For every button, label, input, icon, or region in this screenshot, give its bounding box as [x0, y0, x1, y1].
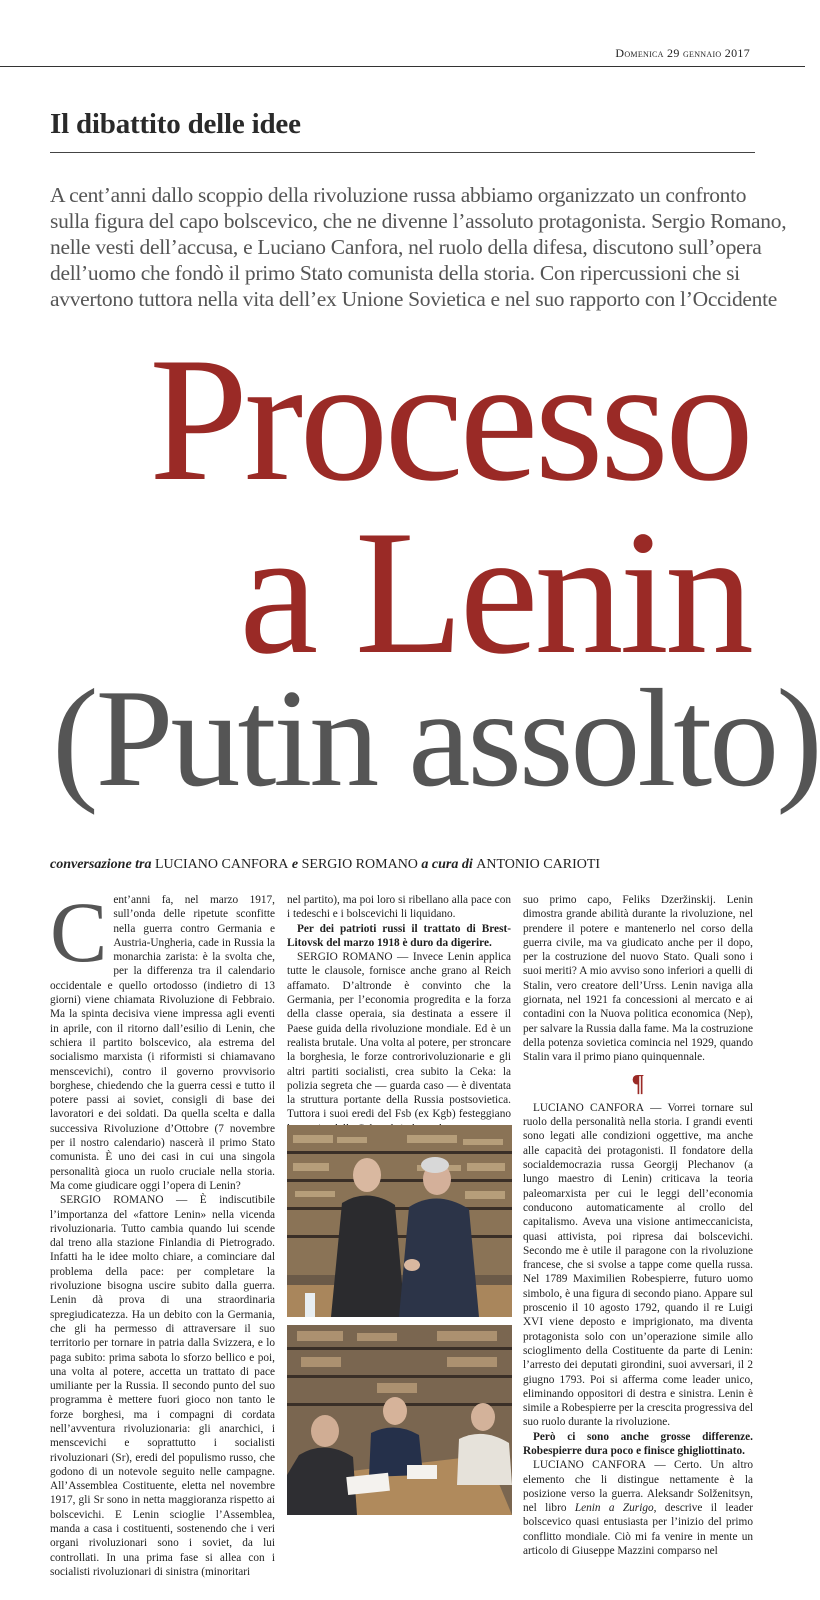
article-column-2	[287, 893, 511, 1136]
paragraph-text: — Vorrei tornare sul ruolo della personalità nella storia. I grandi eventi sono legati alle condizioni oggettive, ma anche alle capacità dei protagonisti. Il fondatore della socialdemocrazia russa Georgij Plechanov (a lungo maestro di Lenin) criticava la teoria paleomarxista per cui le leggi dell’economia conducono automaticamente al crollo del capitalismo. Aveva una visione antimeccanicista, quasi attivista, poi ripresa dai bolscevichi. Secondo me è utile il paragone con la rivoluzione francese, che si svolse a tappe come quella russa. Nel 1789 Maximilien Robespierre, futuro uomo simbolo, è una figura di secondo piano. Appare sul proscenio il 10 agosto 1792, quando il re Luigi XVI viene deposto e imprigionato, ma diventa protagonista solo con un’operazione simile allo scioglimento della Costituente da parte di Lenin: l’arresto dei deputati girondini, suoi avversari, il 2 giugno 1793. Poi si afferma come leader unico, eliminando oppositori di destra e sinistra. Lenin è simile a Robespierre per la crescita progressiva del suo ruolo durante la rivoluzione.	[523, 1101, 753, 1429]
top-rule	[0, 66, 805, 67]
standfirst-line: dell’uomo che fondò il primo Stato comunista della storia. Con ripercussioni che si	[50, 261, 740, 285]
article-paragraph	[50, 1193, 275, 1579]
article-paragraph	[50, 884, 275, 1193]
byline-curator: ANTONIO CARIOTI	[476, 857, 601, 872]
paragraph-text: , descrive il leader bolscevico quasi entusiasta per l’inizio del primo conflitto mondiale. Ciò mi fa venire in mente un articolo di Giuseppe Mazzini comparso nel	[523, 1502, 753, 1558]
section-rule	[50, 152, 755, 153]
article-paragraph	[523, 1101, 753, 1430]
section-ornament: ¶	[631, 1070, 645, 1097]
photo-discussion	[287, 1325, 512, 1515]
standfirst-line: nelle vesti dell’accusa, e Luciano Canfora, nel ruolo della difesa, discutono sull’opera	[50, 235, 762, 259]
byline-curator-lead: a cura di	[421, 857, 473, 872]
book-title: Lenin a Zurigo	[574, 1502, 654, 1515]
headline-line-1: Processo	[149, 320, 750, 518]
speaker-name: SERGIO ROMANO	[60, 1194, 164, 1207]
discussion-photo-illustration	[287, 1325, 512, 1515]
article-paragraph	[287, 950, 511, 1136]
standfirst-line: A cent’anni dallo scoppio della rivoluzione russa abbiamo organizzato un confronto	[50, 183, 747, 207]
interviewer-question: Però ci sono anche grosse differenze. Robespierre dura poco e finisce ghigliottinato.	[523, 1430, 753, 1457]
paragraph-text: — Invece Lenin applica tutte le clausole, fornisce anche grano al Reich affamato. D’altronde è convinto che la Germania, per l’economia progredita e la forza della classe operaia, sia destinata a essere il Paese guida della rivoluzione mondiale. Ed è un realista brutale. Una volta al potere, per stroncare la borghesia, le forze controrivoluzionarie e gli altri partiti socialisti, crea subito la Ceka: la polizia segreta che — guarda caso — è diventata la struttura portante della Russia postsovietica. Tuttora i suoi eredi del Fsb (ex Kgb) festeggiano	[287, 951, 511, 1121]
speaker-name: LUCIANO CANFORA	[533, 1101, 644, 1114]
paragraph-text: — È indiscutibile l’importanza del «fattore Lenin» nella vicenda rivoluzionaria. Tutto cambia quando lui scende dal treno alla stazione Finlandia di Pietrogrado. Infatti ha le idee molto chiare, a cominciare dal problema della pace: per completare la rivoluzione bisogna uscire subito dalla guerra. Lenin dà prova di una straordinaria spregiudicatezza. Ha un debito con la Germania, che gli ha permesso di attraversare il suo territorio per tornare in patria dalla Svizzera, e lo paga subito: prima sabota lo sforzo bellico e poi, una volta al potere, accetta un trattato di pace umiliante per la Russia. Il secondo punto del suo programma è mettere fuori gioco non tanto le forze borghesi, ma i compagni di cordata nell’avventura rivoluzionaria: gli anarchici, i menscevichi e soprattutto i socialisti rivoluzionari (Sr), eredi del populismo russo, che godono di un notevole seguito nelle campagne. All’Assemblea Costituente, eletta nel novembre 1917, gli Sr sono in netta maggioranza rispetto ai bolscevichi. E Lenin scioglie l’Assemblea, manda a casa i costituenti, sostenendo che i veri organi rivoluzionari sono i soviet, da lui controllati. In una prima fase si allea con i socialisti rivoluzionari di sinistra (minoritari	[50, 1194, 275, 1578]
article-paragraph: suo primo capo, Feliks Dzeržinskij. Lenin dimostra grande abilità durante la rivoluzione, nel prendere il potere e mantenerlo nel corso della guerra civile, ma va giudicato anche per il dopo, per la costruzione del nuovo Stato. Quali sono i suoi meriti? A mio avviso sono inferiori a quelli di Stalin, vero creatore dell’Urss. Lenin naviga alla giornata, nel 1921 fa concessioni al mercato e ai contadini con la Nuova politica economica (Nep), per salvare la Russia dalla fame. Ma la costruzione della potenza sovietica comincia nel 1929, quando Stalin vara il primo piano quinquennale.	[523, 894, 753, 1064]
photo-handshake	[287, 1125, 512, 1317]
interviewer-question: Per dei patrioti russi il trattato di Brest-Litovsk del marzo 1918 è duro da digerire.	[287, 922, 511, 949]
byline-author-1: LUCIANO CANFORA	[155, 857, 289, 872]
byline-author-2: SERGIO ROMANO	[301, 857, 418, 872]
paragraph-text: ent’anni fa, nel marzo 1917, sull’onda delle ripetute sconfitte nella guerra contro Germania e Austria-Ungheria, cade in Russia la monarchia zarista: è la svolta che, per la differenza tra il calendario occidentale e quello ortodosso (indietro di 13 giorni) viene chiamata Rivoluzione di Febbraio. Ma la spinta decisiva viene impressa agli eventi in aprile, con il ritorno dall’esilio di Lenin, che schiera il partito bolscevico, ala estrema del socialismo marxista (i riformisti si chiamavano menscevichi), contro il governo provvisorio borghese, chiedendo che la guerra cessi e tutto il potere passi ai soviet, consigli di base dei lavoratori e dei soldati. Da quella scelta e dalla successiva Rivoluzione d’Ottobre (7 novembre per il nostro calendario) nascerà il primo Stato comunista. È uno dei casi in cui una singola personalità gioca un ruolo cruciale nella storia. Ma come giudicare oggi l’opera di Lenin?	[50, 894, 275, 1192]
byline-lead: conversazione tra	[50, 857, 152, 872]
headline-line-3: (Putin assolto)	[52, 661, 820, 816]
speaker-name: LUCIANO CANFORA	[533, 1459, 647, 1472]
paragraph-text: — Certo. Un altro elemento che li distingue nettamente è la posizione verso la guerra. Aleksandr Solženitsyn, nel libro	[523, 1459, 753, 1515]
speaker-name: SERGIO ROMANO	[297, 951, 393, 964]
byline-joiner: e	[291, 857, 299, 872]
headline-line-2: a Lenin	[239, 493, 750, 691]
article-paragraph: nel partito), ma poi loro si ribellano alla pace con i tedeschi e i bolscevichi li liquidano.	[287, 894, 511, 921]
article-column-3	[523, 893, 753, 1558]
standfirst	[50, 182, 787, 312]
section-title: Il dibattito delle idee	[50, 108, 301, 140]
byline	[50, 857, 600, 873]
standfirst-line: sulla figura del capo bolscevico, che ne divenne l’assoluto protagonista. Sergio Romano,	[50, 209, 787, 233]
article-paragraph	[523, 1458, 753, 1558]
standfirst-line: avvertono tuttora nella vita dell’ex Unione Sovietica e nel suo rapporto con l’Occidente	[50, 287, 778, 311]
article-column-1	[50, 884, 275, 1578]
handshake-photo-illustration	[287, 1125, 512, 1317]
drop-cap: C	[50, 884, 108, 980]
dateline: Domenica 29 gennaio 2017	[615, 46, 750, 60]
